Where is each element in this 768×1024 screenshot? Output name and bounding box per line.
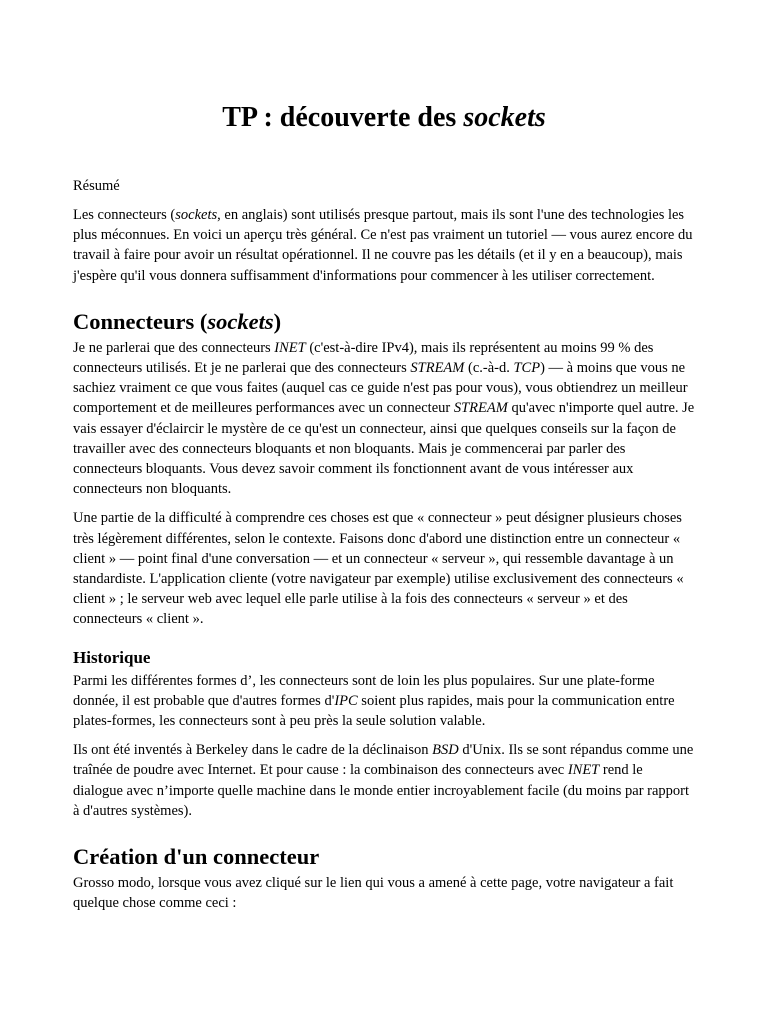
- text-run: (c'est-à-dire IPv4), mais ils représentent au moins 99 % des connecteurs utilisés. Et je ne parlerai que des connecteurs: [73, 339, 654, 377]
- text-run: ) — à moins que vous ne sachiez vraiment ce que vous faites (auquel cas ce guide n'est pas pour vous), vous obtiendrez un meilleur comportement et de meilleures performances avec un connecteur: [73, 360, 688, 417]
- section-heading-b: sockets: [207, 308, 274, 334]
- text-run-italic: INET: [567, 762, 600, 779]
- text-run-italic: STREAM: [453, 400, 508, 417]
- subsection-heading-history: Historique: [73, 647, 151, 667]
- section-heading-c: ): [273, 308, 282, 334]
- section-heading-sockets: [73, 308, 695, 336]
- text-run-italic: TCP: [513, 360, 541, 377]
- abstract-text-a: Les connecteurs (: [73, 207, 176, 223]
- text-run-italic: INET: [274, 339, 306, 356]
- text-run: Parmi les différentes formes d’, les connecteurs sont de loin les plus populaires. Sur une plate-forme donnée, il est probable que d'autres formes d': [73, 672, 655, 709]
- text-run: Ils ont été inventés à Berkeley dans le cadre de la déclinaison: [73, 742, 433, 759]
- text-run: d'Unix. Ils se sont répandus comme une traînée de poudre avec Internet. Et pour cause : la combinaison des connecteurs avec: [73, 742, 694, 779]
- title-main: TP : découverte des: [222, 102, 464, 133]
- abstract-paragraph: [73, 205, 695, 286]
- abstract-text-c: , en anglais) sont utilisés presque partout, mais ils sont l'une des technologies les plus méconnues. En voici un aperçu très général. Ce n'est pas vraiment un tutoriel — vous aurez encore du travail à faire pour avoir un résultat opérationnel. Il ne couvre pas les détails (et il y en a beaucoup), mais j'espère qu'il vous donnera suffisamment d'informations pour commencer à les utiliser correctement.: [73, 207, 693, 284]
- history-paragraph-1: [73, 671, 695, 732]
- text-run: Je ne parlerai que des connecteurs: [73, 339, 275, 356]
- text-run-italic: STREAM: [410, 360, 465, 377]
- section-heading-a: Connecteurs (: [73, 308, 208, 334]
- abstract-heading: Résumé: [73, 178, 120, 194]
- sockets-paragraph-1: [73, 338, 695, 500]
- page-title: [73, 0, 695, 135]
- text-run: soient plus rapides, mais pour la communication entre plates-formes, les connecteurs sont à peu près la seule solution valable.: [73, 692, 675, 730]
- history-paragraph-2: [73, 740, 695, 821]
- sockets-paragraph-2: Une partie de la difficulté à comprendre ces choses est que « connecteur » peut désigner plusieurs choses très légèrement différentes, selon le contexte. Faisons donc d'abord une distinction entre un connecteur « client » — point final d'une conversation — et un connecteur « serveur », qui ressemble davantage à un standardiste. L'application cliente (votre navigateur par exemple) utilise exclusivement des connecteurs « client » ; le serveur web avec lequel elle parle utilise à la fois des connecteurs « serveur » et des connecteurs « client ».: [73, 510, 684, 628]
- text-run: rend le dialogue avec n’importe quelle machine dans le monde entier incroyablement facile (du moins par rapport à d'autres systèmes).: [73, 762, 690, 819]
- text-run-italic: IPC: [334, 692, 358, 709]
- abstract-text-b: sockets: [175, 207, 218, 223]
- create-socket-paragraph-1: Grosso modo, lorsque vous avez cliqué sur le lien qui vous a amené à cette page, votre navigateur a fait quelque chose comme ceci :: [73, 875, 674, 912]
- text-run: (c.-à-d.: [464, 360, 514, 377]
- text-run-italic: BSD: [432, 742, 459, 759]
- text-run: qu'avec n'importe quel autre. Je vais essayer d'éclaircir le mystère de ce qu'est un connecteur, ainsi que quelques conseils sur la façon de travailler avec des connecteurs bloquants et non bloquants. Mais je commencerai par parler des connecteurs bloquants. Vous devez savoir comment ils fonctionnent avant de vous intéresser aux connecteurs non bloquants.: [73, 400, 695, 498]
- title-italic: sockets: [463, 102, 546, 133]
- section-heading-create-socket: Création d'un connecteur: [73, 844, 320, 870]
